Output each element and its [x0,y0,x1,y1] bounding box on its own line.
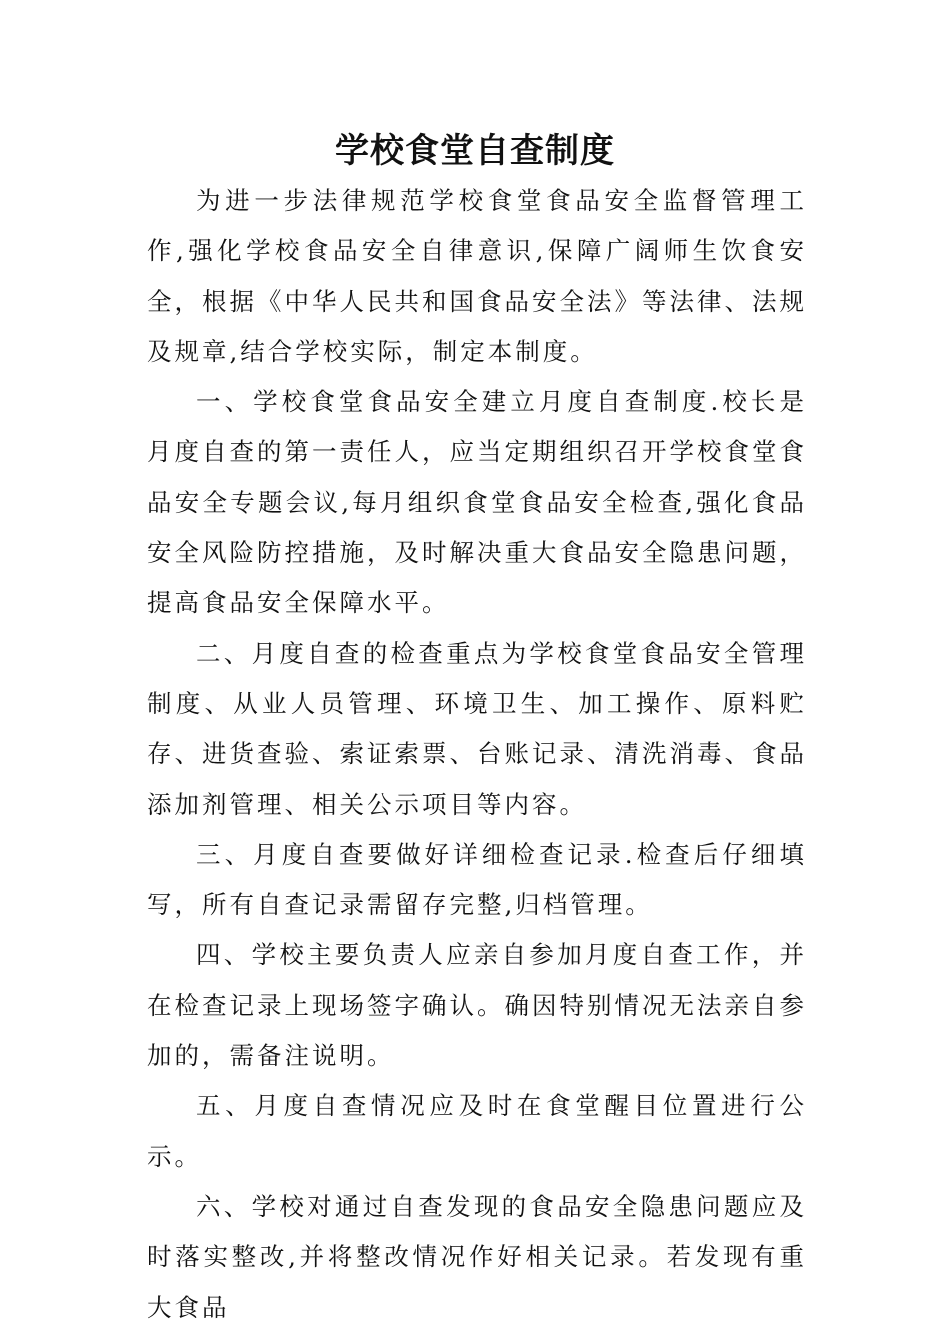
paragraph-item-1: 一、学校食堂食品安全建立月度自查制度.校长是月度自查的第一责任人，应当定期组织召开学校食堂食品安全专题会议,每月组织食堂食品安全检查,强化食品安全风险防控措施，及时解决重大食品安全隐患问题，提高食品安全保障水平。 [147,387,807,618]
paragraph-intro: 为进一步法律规范学校食堂食品安全监督管理工作,强化学校食品安全自律意识,保障广阔师生饮食安全，根据《中华人民共和国食品安全法》等法律、法规及规章,结合学校实际，制定本制度。 [147,186,807,366]
document-body [147,176,807,1333]
paragraph-item-6: 六、学校对通过自查发现的食品安全隐患问题应及时落实整改,并将整改情况作好相关记录。若发现有重大食品 [147,1191,807,1322]
paragraph-item-2: 二、月度自查的检查重点为学校食堂食品安全管理制度、从业人员管理、环境卫生、加工操作、原料贮存、进货查验、索证索票、台账记录、清洗消毒、食品添加剂管理、相关公示项目等内容。 [147,638,807,819]
paragraph-item-5: 五、月度自查情况应及时在食堂醒目位置进行公示。 [147,1091,807,1171]
document-title: 学校食堂自查制度 [335,131,615,171]
paragraph-item-3: 三、月度自查要做好详细检查记录.检查后仔细填写，所有自查记录需留存完整,归档管理。 [147,839,807,920]
paragraph-item-4: 四、学校主要负责人应亲自参加月度自查工作，并在检查记录上现场签字确认。确因特别情况无法亲自参加的，需备注说明。 [147,940,807,1071]
